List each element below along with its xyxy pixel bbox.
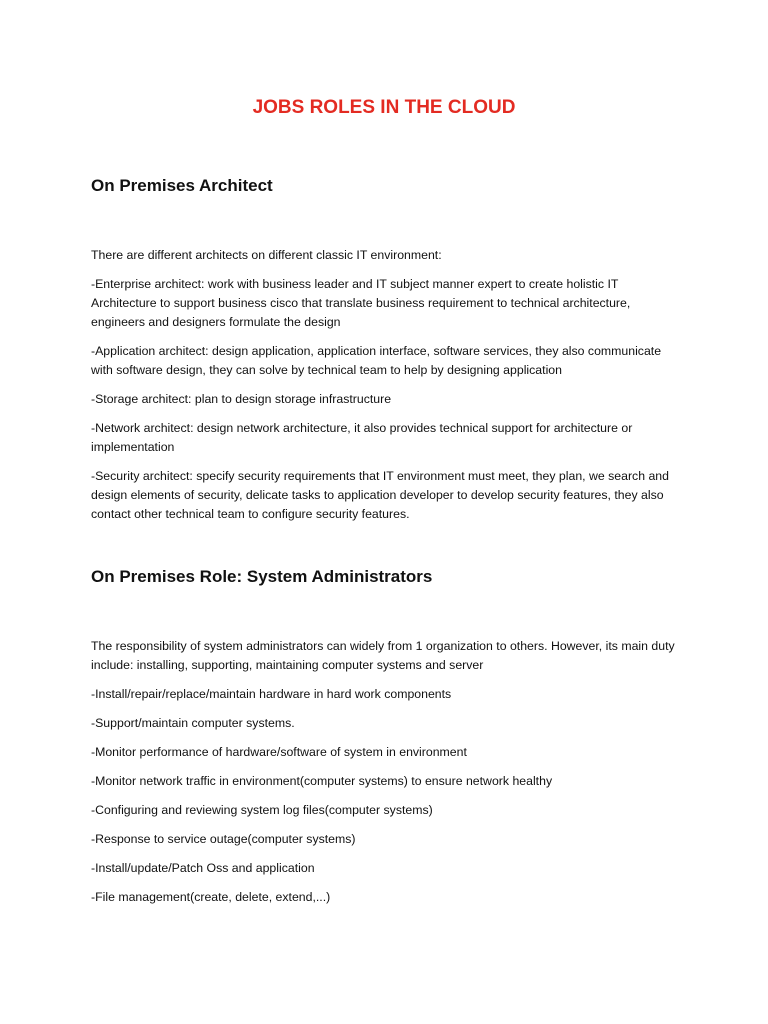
paragraph: -Monitor performance of hardware/software of system in environment: [91, 745, 467, 759]
paragraph: The responsibility of system administrators can widely from 1 organization to others. However, its main duty include: installing, supporting, maintaining computer systems and server: [91, 639, 675, 672]
paragraph: -Support/maintain computer systems.: [91, 716, 295, 730]
section-heading-architect: On Premises Architect: [91, 176, 273, 195]
paragraph: -Response to service outage(computer systems): [91, 832, 356, 846]
paragraph: -Enterprise architect: work with business leader and IT subject manner expert to create holistic IT Architecture to support business cisco that translate business requirement to technical architecture, engineers and designers formulate the design: [91, 277, 631, 329]
paragraph: There are different architects on different classic IT environment:: [91, 248, 442, 262]
paragraph: -Install/repair/replace/maintain hardware in hard work components: [91, 687, 452, 701]
paragraph: -Security architect: specify security requirements that IT environment must meet, they plan, we search and design elements of security, delicate tasks to application developer to develop security features, they also contact other technical team to configure security features.: [91, 469, 669, 521]
paragraph: -Storage architect: plan to design storage infrastructure: [91, 392, 392, 406]
document-title: JOBS ROLES IN THE CLOUD: [252, 97, 516, 118]
section-heading-sysadmin: On Premises Role: System Administrators: [91, 567, 433, 586]
paragraph: -Network architect: design network architecture, it also provides technical support for architecture or implementation: [91, 421, 633, 454]
paragraph: -Monitor network traffic in environment(computer systems) to ensure network healthy: [91, 774, 553, 788]
paragraph: -Application architect: design application, application interface, software services, they also communicate with software design, they can solve by technical team to help by designing application: [91, 344, 662, 377]
paragraph: -Configuring and reviewing system log files(computer systems): [91, 803, 433, 817]
paragraph: -Install/update/Patch Oss and application: [91, 861, 315, 875]
paragraph: -File management(create, delete, extend,...): [91, 890, 331, 904]
